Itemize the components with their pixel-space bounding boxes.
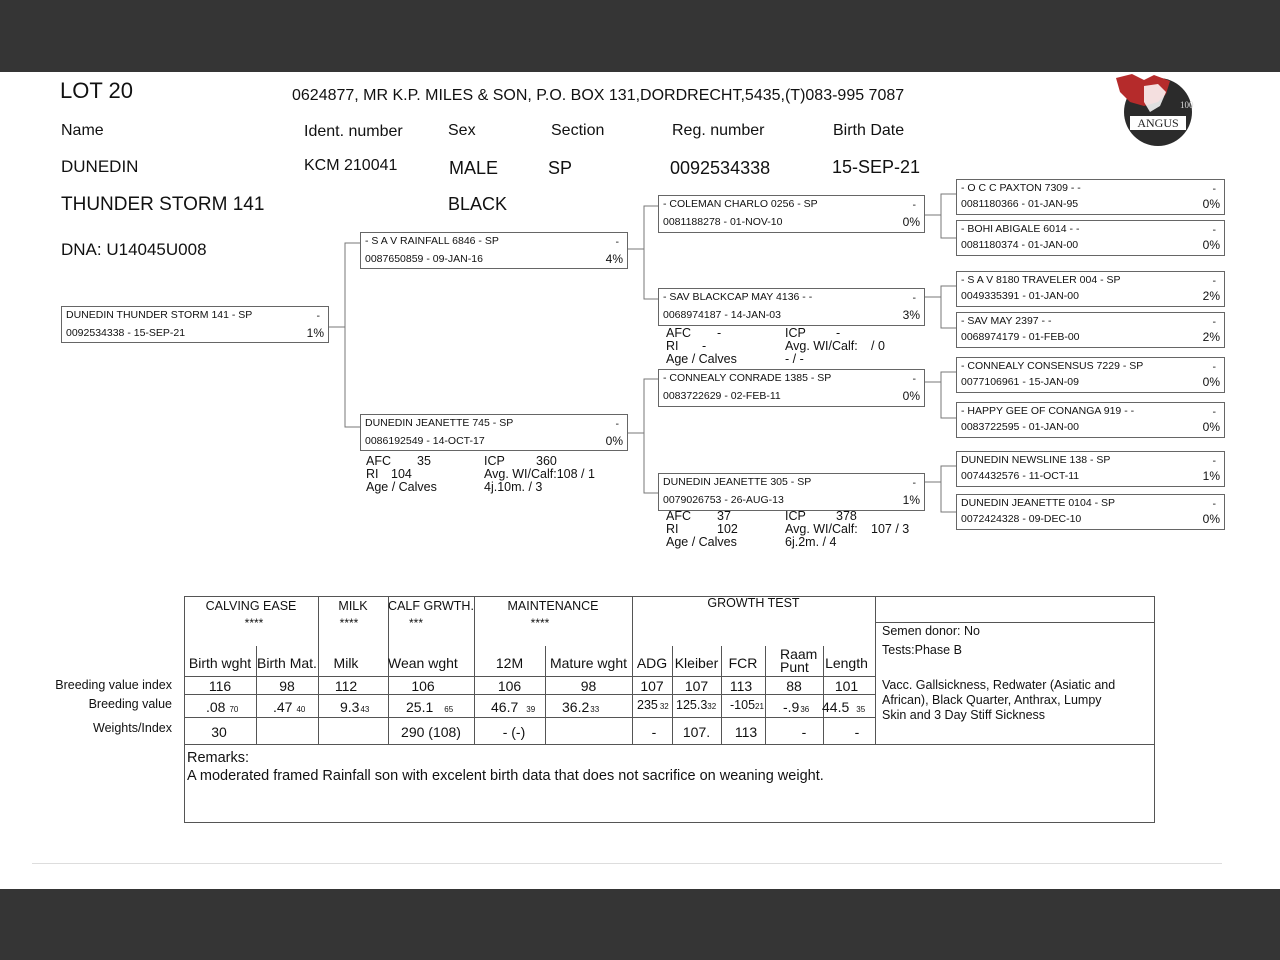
dd-name: DUNEDIN JEANETTE 305 - SP bbox=[663, 476, 812, 488]
dd-pct: 1% bbox=[902, 493, 920, 507]
bv-cell: 46.7 39 bbox=[491, 699, 536, 715]
pedigree-self bbox=[61, 306, 329, 343]
g8-name: DUNEDIN JEANETTE 0104 - SP bbox=[961, 497, 1116, 509]
g4-dash: - bbox=[1212, 316, 1216, 328]
col-birth-wght: Birth wght bbox=[188, 655, 252, 671]
stars-calving: **** bbox=[244, 616, 264, 630]
g6-pct: 0% bbox=[1202, 420, 1220, 434]
name-header: Name bbox=[61, 122, 104, 139]
col-wean-wght: Wean wght bbox=[388, 655, 458, 671]
pedigree-gg-6 bbox=[956, 402, 1225, 438]
g4-name: - SAV MAY 2397 - - bbox=[961, 315, 1052, 327]
sd-pct: 3% bbox=[902, 308, 920, 322]
g5-reg: 0077106961 - 15-JAN-09 bbox=[961, 376, 1079, 388]
bv-cell: 125.332 bbox=[676, 698, 717, 712]
owner-details: 0624877, MR K.P. MILES & SON, P.O. BOX 131,DORDRECHT,5435,(T)083-995 7087 bbox=[292, 87, 905, 104]
index-cell: 88 bbox=[786, 678, 802, 694]
index-cell: 107 bbox=[684, 678, 709, 694]
weight-cell: 290 (108) bbox=[401, 724, 461, 740]
ds-dash: - bbox=[912, 373, 916, 385]
g3-reg: 0049335391 - 01-JAN-00 bbox=[961, 290, 1079, 302]
pedigree-sire bbox=[360, 232, 628, 269]
pedigree-dam-sire bbox=[658, 369, 925, 407]
group-calving-ease: CALVING EASE bbox=[205, 599, 297, 613]
index-cell: 107 bbox=[640, 678, 664, 694]
bv-cell: 44.5 35 bbox=[822, 699, 866, 715]
top-viewer-bar bbox=[0, 0, 1280, 72]
index-cell: 106 bbox=[411, 678, 435, 694]
index-cell: 113 bbox=[729, 678, 753, 694]
row-label-bv: Breeding value bbox=[88, 697, 172, 711]
g2-name: - BOHI ABIGALE 6014 - - bbox=[961, 223, 1080, 235]
stars-maintenance: **** bbox=[530, 616, 550, 630]
group-growth-test: GROWTH TEST bbox=[707, 596, 800, 610]
animal-sex: MALE bbox=[449, 158, 499, 178]
g6-reg: 0083722595 - 01-JAN-00 bbox=[961, 421, 1079, 433]
g1-reg: 0081180366 - 01-JAN-95 bbox=[961, 198, 1079, 210]
lot-number: LOT 20 bbox=[60, 78, 133, 103]
g7-pct: 1% bbox=[1202, 469, 1220, 483]
pedigree-gg-7 bbox=[956, 451, 1225, 487]
col-12m: 12M bbox=[495, 655, 524, 671]
g1-name: - O C C PAXTON 7309 - - bbox=[961, 182, 1081, 194]
g7-name: DUNEDIN NEWSLINE 138 - SP bbox=[961, 454, 1111, 466]
col-milk: Milk bbox=[333, 655, 359, 671]
g3-dash: - bbox=[1212, 275, 1216, 287]
ss-reg: 0081188278 - 01-NOV-10 bbox=[663, 216, 783, 228]
pedigree-gg-3 bbox=[956, 271, 1225, 307]
self-pct: 1% bbox=[306, 326, 324, 340]
bv-cell: -.936 bbox=[783, 699, 810, 715]
group-calf-growth: CALF GRWTH. bbox=[388, 599, 474, 613]
g8-dash: - bbox=[1212, 498, 1216, 510]
bv-cell: .08 70 bbox=[206, 699, 239, 715]
g3-pct: 2% bbox=[1202, 289, 1220, 303]
pedigree-gg-8 bbox=[956, 494, 1225, 530]
bottom-viewer-bar bbox=[0, 889, 1280, 960]
group-maintenance: MAINTENANCE bbox=[507, 599, 599, 613]
group-milk: MILK bbox=[338, 599, 368, 613]
animal-colour: BLACK bbox=[448, 194, 508, 214]
logo-text: ANGUS bbox=[1137, 116, 1179, 130]
dam-stats: AFC 35 ICP 360 RI 104 Avg. WI/Calf:108 / 1 Age / Calves 4j.10m. / 3 bbox=[366, 454, 595, 494]
g1-pct: 0% bbox=[1202, 197, 1220, 211]
g2-reg: 0081180374 - 01-JAN-00 bbox=[961, 239, 1079, 251]
birth-header: Birth Date bbox=[833, 122, 905, 139]
sire-reg: 0087650859 - 09-JAN-16 bbox=[365, 253, 483, 265]
ds-name: - CONNEALY CONRADE 1385 - SP bbox=[663, 372, 832, 384]
col-mature-wght: Mature wght bbox=[549, 655, 628, 671]
g4-reg: 0068974179 - 01-FEB-00 bbox=[961, 331, 1080, 343]
index-cell: 98 bbox=[279, 678, 295, 694]
ident-header: Ident. number bbox=[304, 123, 403, 140]
sire-dam-stats: AFC - ICP - RI - Avg. WI/Calf: / 0 Age / Calves - / - bbox=[666, 326, 885, 366]
tests-phase: Tests:Phase B bbox=[882, 643, 962, 657]
index-cell: 116 bbox=[208, 678, 232, 694]
g7-dash: - bbox=[1212, 455, 1216, 467]
row-label-index: Breeding value index bbox=[55, 678, 172, 692]
sd-dash: - bbox=[912, 292, 916, 304]
col-adg: ADG bbox=[636, 655, 668, 671]
sd-reg: 0068974187 - 14-JAN-03 bbox=[663, 309, 781, 321]
dd-dash: - bbox=[912, 477, 916, 489]
bv-cell: 9.343 bbox=[340, 699, 370, 715]
g1-dash: - bbox=[1212, 183, 1216, 195]
g5-dash: - bbox=[1212, 361, 1216, 373]
self-reg: 0092534338 - 15-SEP-21 bbox=[66, 327, 186, 339]
g6-name: - HAPPY GEE OF CONANGA 919 - - bbox=[961, 405, 1135, 417]
col-birth-mat: Birth Mat. bbox=[257, 655, 317, 671]
animal-name-2: THUNDER STORM 141 bbox=[61, 194, 265, 215]
logo-badge-text: 100 bbox=[1180, 100, 1194, 110]
vaccination-line-1: Vacc. Gallsickness, Redwater (Asiatic and bbox=[882, 678, 1116, 692]
col-length: Length bbox=[825, 655, 868, 671]
weight-cell: - bbox=[854, 724, 860, 740]
g2-pct: 0% bbox=[1202, 238, 1220, 252]
dam-name: DUNEDIN JEANETTE 745 - SP bbox=[365, 417, 514, 429]
g6-dash: - bbox=[1212, 406, 1216, 418]
ss-name: - COLEMAN CHARLO 0256 - SP bbox=[663, 198, 818, 210]
g4-pct: 2% bbox=[1202, 330, 1220, 344]
weight-cell: 107. bbox=[682, 724, 711, 740]
pedigree-sire-dam bbox=[658, 288, 925, 326]
g8-pct: 0% bbox=[1202, 512, 1220, 526]
animal-birth: 15-SEP-21 bbox=[832, 157, 921, 177]
vaccination-line-2: African), Black Quarter, Anthrax, Lumpy bbox=[882, 693, 1102, 707]
semen-donor: Semen donor: No bbox=[882, 624, 980, 638]
catalogue-page bbox=[0, 72, 1280, 889]
bv-cell: 235 32 bbox=[637, 698, 669, 712]
pedigree-gg-1 bbox=[956, 179, 1225, 215]
col-fcr: FCR bbox=[728, 655, 758, 671]
pedigree-gg-2 bbox=[956, 220, 1225, 256]
weight-cell: - (-) bbox=[502, 724, 526, 740]
ds-pct: 0% bbox=[902, 389, 920, 403]
col-kleiber: Kleiber bbox=[674, 655, 719, 671]
animal-ident: KCM 210041 bbox=[304, 157, 398, 174]
pedigree-dam bbox=[360, 414, 628, 451]
stars-milk: **** bbox=[339, 616, 359, 630]
bv-cell: .47 40 bbox=[273, 699, 306, 715]
animal-name-1: DUNEDIN bbox=[61, 157, 139, 176]
dam-pct: 0% bbox=[605, 434, 623, 448]
animal-section: SP bbox=[548, 158, 573, 178]
bv-cell: -10521 bbox=[730, 698, 764, 712]
g8-reg: 0072424328 - 09-DEC-10 bbox=[961, 513, 1082, 525]
remarks-text: A moderated framed Rainfall son with excelent birth data that does not sacrifice on weaning weight. bbox=[187, 768, 824, 784]
remarks-label: Remarks: bbox=[187, 750, 250, 766]
pedigree-gg-5 bbox=[956, 357, 1225, 393]
weight-cell: - bbox=[651, 724, 657, 740]
sire-pct: 4% bbox=[605, 252, 623, 266]
pedigree-sire-sire bbox=[658, 195, 925, 233]
dam-dam-stats: AFC 37 ICP 378 RI 102 Avg. WI/Calf: 107 / 3 Age / Calves 6j.2m. / 4 bbox=[666, 509, 910, 549]
self-name: DUNEDIN THUNDER STORM 141 - SP bbox=[66, 309, 253, 321]
row-label-weights: Weights/Index bbox=[93, 721, 172, 735]
reg-header: Reg. number bbox=[672, 122, 765, 139]
weight-cell: 30 bbox=[211, 724, 227, 740]
index-cell: 101 bbox=[834, 678, 859, 694]
index-cell: 98 bbox=[580, 678, 597, 694]
pedigree-gg-4 bbox=[956, 312, 1225, 348]
stars-calf-growth: *** bbox=[408, 616, 423, 630]
self-dash: - bbox=[316, 310, 320, 322]
bv-cell: 25.1 65 bbox=[406, 699, 454, 715]
vaccination-line-3: Skin and 3 Day Stiff Sickness bbox=[882, 708, 1046, 722]
sire-name: - S A V RAINFALL 6846 - SP bbox=[365, 235, 499, 247]
col-raam-punt: Raam Punt bbox=[780, 646, 818, 675]
pedigree-dam-dam bbox=[658, 473, 925, 511]
ss-pct: 0% bbox=[902, 215, 920, 229]
dam-dash: - bbox=[615, 418, 619, 430]
index-cell: 106 bbox=[497, 678, 522, 694]
footer-divider bbox=[32, 863, 1222, 864]
dd-reg: 0079026753 - 26-AUG-13 bbox=[663, 494, 784, 506]
g3-name: - S A V 8180 TRAVELER 004 - SP bbox=[961, 274, 1121, 286]
animal-reg: 0092534338 bbox=[670, 158, 771, 178]
dna-code: DNA: U14045U008 bbox=[61, 240, 207, 259]
g5-name: - CONNEALY CONSENSUS 7229 - SP bbox=[961, 360, 1144, 372]
bv-cell: 36.233 bbox=[562, 699, 600, 715]
sd-name: - SAV BLACKCAP MAY 4136 - - bbox=[663, 291, 813, 303]
index-cell: 112 bbox=[334, 678, 358, 694]
g5-pct: 0% bbox=[1202, 375, 1220, 389]
ss-dash: - bbox=[912, 199, 916, 211]
sire-dash: - bbox=[615, 236, 619, 248]
ds-reg: 0083722629 - 02-FEB-11 bbox=[663, 390, 781, 402]
g2-dash: - bbox=[1212, 224, 1216, 236]
g7-reg: 0074432576 - 11-OCT-11 bbox=[961, 470, 1080, 482]
sex-header: Sex bbox=[448, 122, 476, 139]
weight-cell: 113 bbox=[734, 724, 758, 740]
section-header: Section bbox=[551, 122, 605, 139]
weight-cell: - bbox=[801, 724, 807, 740]
dam-reg: 0086192549 - 14-OCT-17 bbox=[365, 435, 485, 447]
